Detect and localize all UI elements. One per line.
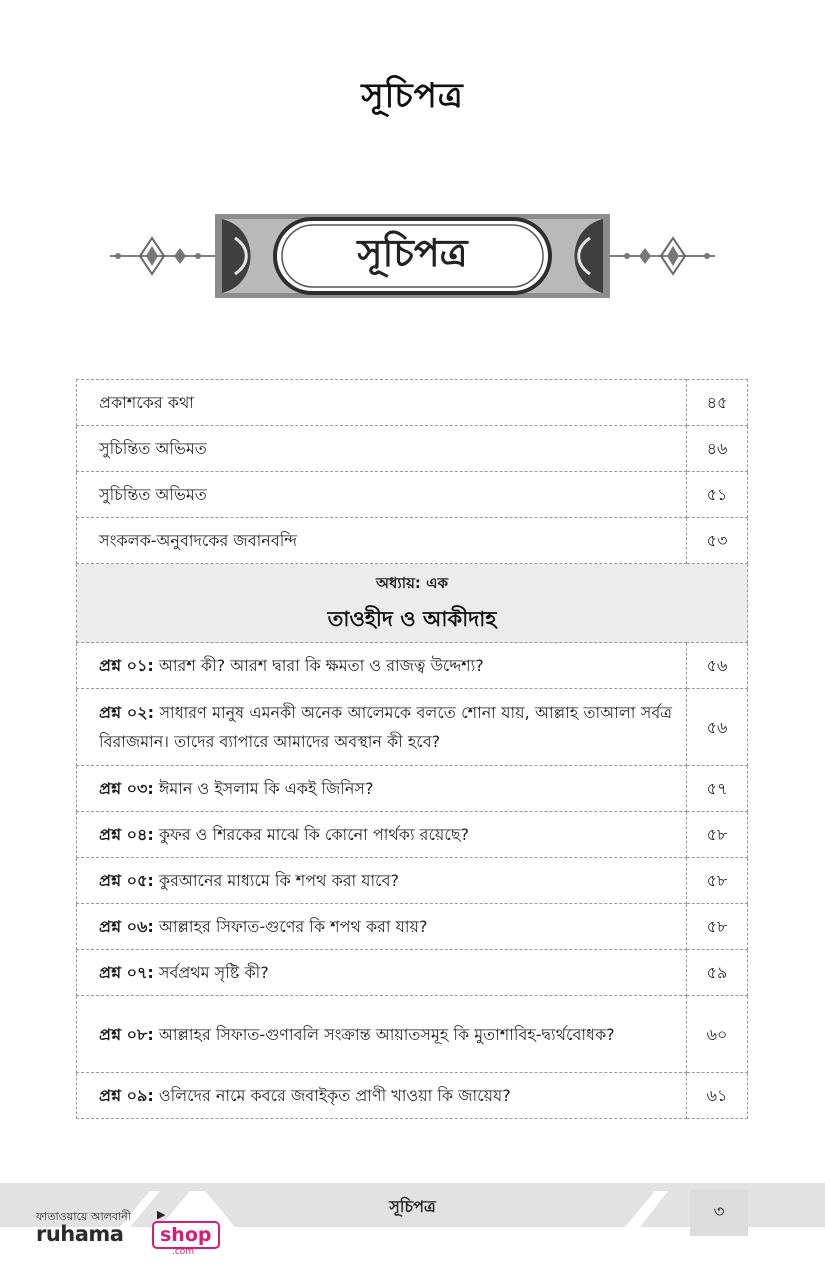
toc-page-number: ৪৬: [687, 426, 748, 472]
toc-row[interactable]: [77, 858, 748, 904]
toc-row[interactable]: [77, 950, 748, 996]
toc-entry-title: [77, 1073, 687, 1119]
toc-row[interactable]: [77, 904, 748, 950]
toc-row[interactable]: [77, 426, 748, 472]
toc-entry-title: [77, 996, 687, 1073]
logo-brand: ruhama: [36, 1222, 124, 1246]
question-number: প্রশ্ন ০৫:: [99, 871, 154, 890]
question-text: আল্লাহর সিফাত-গুণের কি শপথ করা যায়?: [158, 917, 428, 936]
question-text: সাধারণ মানুষ এমনকী অনেক আলেমকে বলতে শোনা যায়, আল্লাহ তাআলা সর্বত্র বিরাজমান। তাদের ব্যাপারে আমাদের অবস্থান কী হবে?: [99, 703, 672, 751]
question-number: প্রশ্ন ০৯:: [99, 1086, 154, 1105]
toc-page-number: ৬০: [687, 996, 748, 1073]
question-number: প্রশ্ন ০১:: [99, 656, 154, 675]
question-number: প্রশ্ন ০৭:: [99, 963, 154, 982]
toc-table: [76, 379, 748, 1119]
banner-title: সূচিপত্র: [357, 231, 468, 275]
chapter-header-cell: [77, 564, 748, 643]
logo-caption: ফাতাওয়ায়ে আলবানী: [36, 1210, 131, 1223]
chapter-label: অধ্যায়: এক: [375, 574, 449, 592]
toc-entry-title: সুচিন্তিত অভিমত: [77, 426, 687, 472]
toc-page-number: ৫৭: [687, 766, 748, 812]
page-number: ৩: [690, 1190, 748, 1236]
question-number: প্রশ্ন ০৩:: [99, 779, 154, 798]
toc-page-number: ৪৫: [687, 380, 748, 426]
toc-page-number: ৫৮: [687, 904, 748, 950]
question-text: ঈমান ও ইসলাম কি একই জিনিস?: [158, 779, 374, 798]
play-arrow-icon: ▶: [157, 1208, 166, 1221]
logo-shop: shop: [152, 1221, 220, 1249]
toc-entry-title: [77, 904, 687, 950]
toc-row[interactable]: [77, 766, 748, 812]
toc-entry-title: [77, 643, 687, 689]
toc-entry-title: সংকলক-অনুবাদকের জবানবন্দি: [77, 518, 687, 564]
toc-entry-title: [77, 689, 687, 766]
question-text: ওলিদের নামে কবরে জবাইকৃত প্রাণী খাওয়া কি জায়েয?: [158, 1086, 511, 1105]
ruhamashop-logo: [36, 1208, 226, 1258]
chapter-header: [77, 564, 748, 643]
question-text: আরশ কী? আরশ দ্বারা কি ক্ষমতা ও রাজত্ব উদ্দেশ্য?: [158, 656, 484, 675]
toc-entry-title: [77, 950, 687, 996]
toc-row[interactable]: [77, 518, 748, 564]
question-text: আল্লাহর সিফাত-গুণাবলি সংক্রান্ত আয়াতসমূহ কি মুতাশাবিহ-দ্ব্যর্থবোধক?: [158, 1024, 615, 1044]
footer-section-title: সূচিপত্র: [389, 1197, 436, 1216]
toc-page-number: ৫৮: [687, 858, 748, 904]
toc-entry-title: সুচিন্তিত অভিমত: [77, 472, 687, 518]
toc-page-number: ৫৮: [687, 812, 748, 858]
toc-entry-title: [77, 766, 687, 812]
question-text: কুরআনের মাধ্যমে কি শপথ করা যাবে?: [158, 871, 399, 890]
toc-page-number: ৫৩: [687, 518, 748, 564]
toc-page-number: ৬১: [687, 1073, 748, 1119]
toc-page-number: ৫৯: [687, 950, 748, 996]
question-number: প্রশ্ন ০৮:: [99, 1024, 154, 1044]
chapter-title: তাওহীদ ও আকীদাহ: [327, 607, 497, 631]
toc-entry-title: প্রকাশকের কথা: [77, 380, 687, 426]
toc-row[interactable]: [77, 643, 748, 689]
logo-domain: .com: [172, 1247, 195, 1257]
question-number: প্রশ্ন ০২:: [99, 703, 155, 722]
question-text: কুফর ও শিরকের মাঝে কি কোনো পার্থক্য রয়েছে?: [158, 825, 469, 844]
toc-row[interactable]: [77, 689, 748, 766]
toc-entry-title: [77, 812, 687, 858]
toc-page-number: ৫৬: [687, 643, 748, 689]
toc-entry-title: [77, 858, 687, 904]
question-number: প্রশ্ন ০৪:: [99, 825, 154, 844]
toc-page-number: ৫১: [687, 472, 748, 518]
toc-row[interactable]: [77, 380, 748, 426]
toc-row[interactable]: [77, 812, 748, 858]
toc-row[interactable]: [77, 1073, 748, 1119]
toc-row[interactable]: [77, 996, 748, 1073]
page-title: সূচিপত্র: [361, 76, 464, 116]
toc-row[interactable]: [77, 472, 748, 518]
question-text: সর্বপ্রথম সৃষ্টি কী?: [158, 963, 269, 982]
toc-page-number: ৫৬: [687, 689, 748, 766]
question-number: প্রশ্ন ০৬:: [99, 917, 154, 936]
